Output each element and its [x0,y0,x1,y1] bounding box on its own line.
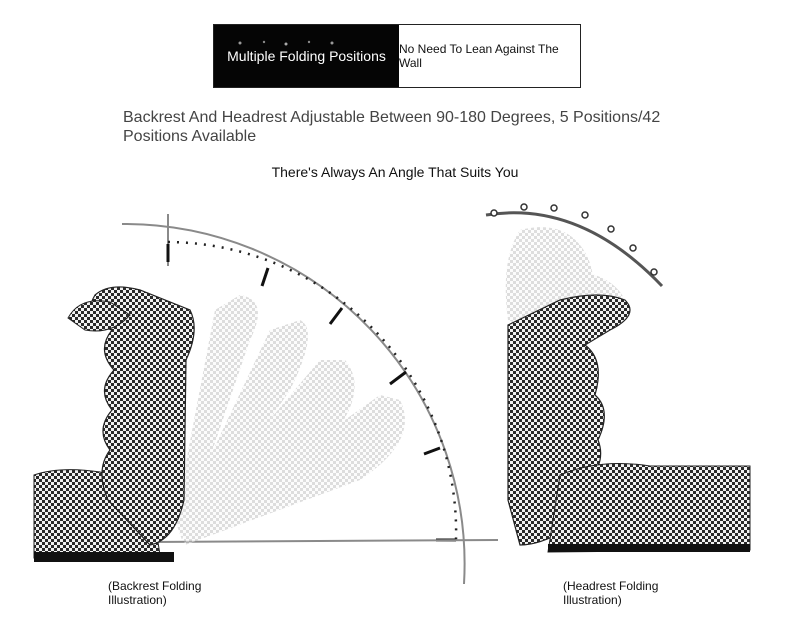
tab-label-active: Multiple Folding Positions [227,48,386,64]
folding-illustration [0,200,790,600]
decorative-dots [214,37,399,51]
caption-headrest: (Headrest Folding Illustration) [563,579,659,607]
feature-tabs [213,24,581,88]
tab-no-need-to-lean[interactable] [399,25,580,87]
headrest-illustration [486,204,750,552]
tab-label-inactive: No Need To Lean Against The Wall [399,42,559,70]
backrest-illustration [34,214,498,584]
tab-multiple-folding-positions[interactable] [214,25,399,87]
caption-backrest: (Backrest Folding Illustration) [108,579,202,607]
page-subheading: There's Always An Angle That Suits You [271,164,519,180]
page-heading: Backrest And Headrest Adjustable Between 90-180 Degrees, 5 Positions/42 Positions Available [123,109,661,145]
